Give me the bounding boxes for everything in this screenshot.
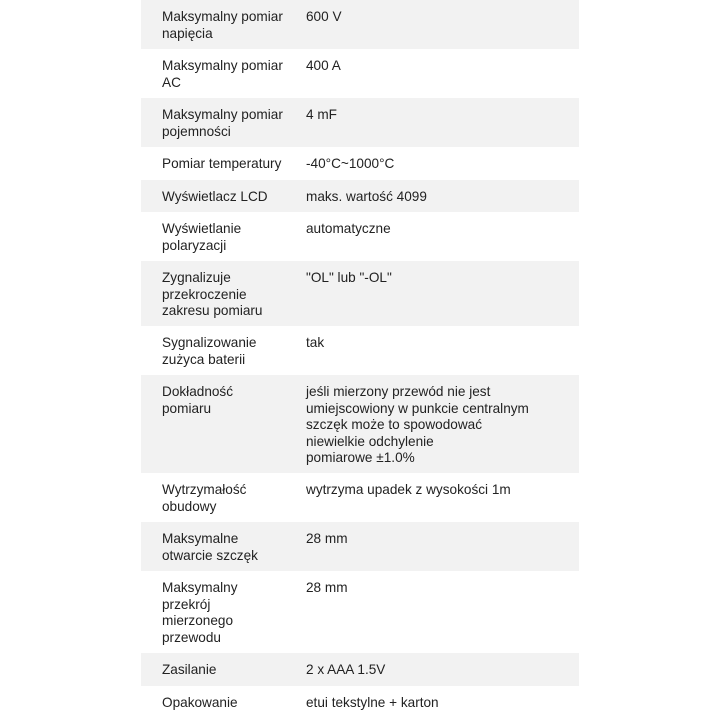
spec-label: Zasilanie [162,662,217,677]
spec-value: tak [306,335,325,350]
spec-label: Maksymalny przekrój mierzonego przewodu [162,580,238,645]
spec-value: -40°C~1000°C [306,156,395,171]
spec-label: Maksymalny pomiar pojemności [162,107,283,139]
spec-label: Pomiar temperatury [162,156,282,171]
spec-value: wytrzyma upadek z wysokości 1m [306,482,511,497]
spec-label: Wytrzymałość obudowy [162,482,247,514]
spec-table [141,0,579,720]
spec-value: 4 mF [306,107,337,122]
spec-label: Wyświetlanie polaryzacji [162,221,242,253]
spec-value: "OL" lub "-OL" [306,270,392,285]
spec-label: Wyświetlacz LCD [162,189,268,204]
spec-row-capacitance [141,98,579,147]
spec-value: 2 x AAA 1.5V [306,662,386,677]
spec-row-durability [141,473,579,522]
spec-value: 400 A [306,58,341,73]
spec-row-cross-section [141,571,579,653]
spec-row-overrange [141,261,579,326]
spec-label: Maksymalny pomiar AC [162,58,283,90]
spec-row-jaw-opening [141,522,579,571]
spec-row-polarity [141,212,579,261]
spec-value: 28 mm [306,580,348,595]
spec-row-lcd [141,180,579,212]
spec-row-power [141,653,579,686]
spec-row-voltage [141,0,579,49]
spec-label: Dokładność pomiaru [162,384,234,416]
spec-label: Opakowanie [162,695,238,710]
spec-row-battery [141,326,579,375]
spec-row-accuracy [141,375,579,473]
spec-row-packaging [141,686,579,720]
spec-value: etui tekstylne + karton [306,695,439,710]
spec-value: automatyczne [306,221,391,236]
spec-label: Sygnalizowanie zużyca baterii [162,335,257,367]
spec-row-temperature [141,147,579,180]
spec-label: Zygnalizuje przekroczenie zakresu pomiaru [162,270,263,318]
spec-row-ac [141,49,579,98]
spec-label: Maksymalny pomiar napięcia [162,9,283,41]
spec-value: 600 V [306,9,342,24]
spec-value: 28 mm [306,531,348,546]
spec-value: jeśli mierzony przewód nie jest umiejscowiony w punkcie centralnym szczęk może to spowodować niewielkie odchylenie pomiarowe ±1.0% [306,384,529,465]
spec-label: Maksymalne otwarcie szczęk [162,531,258,563]
spec-value: maks. wartość 4099 [306,189,427,204]
